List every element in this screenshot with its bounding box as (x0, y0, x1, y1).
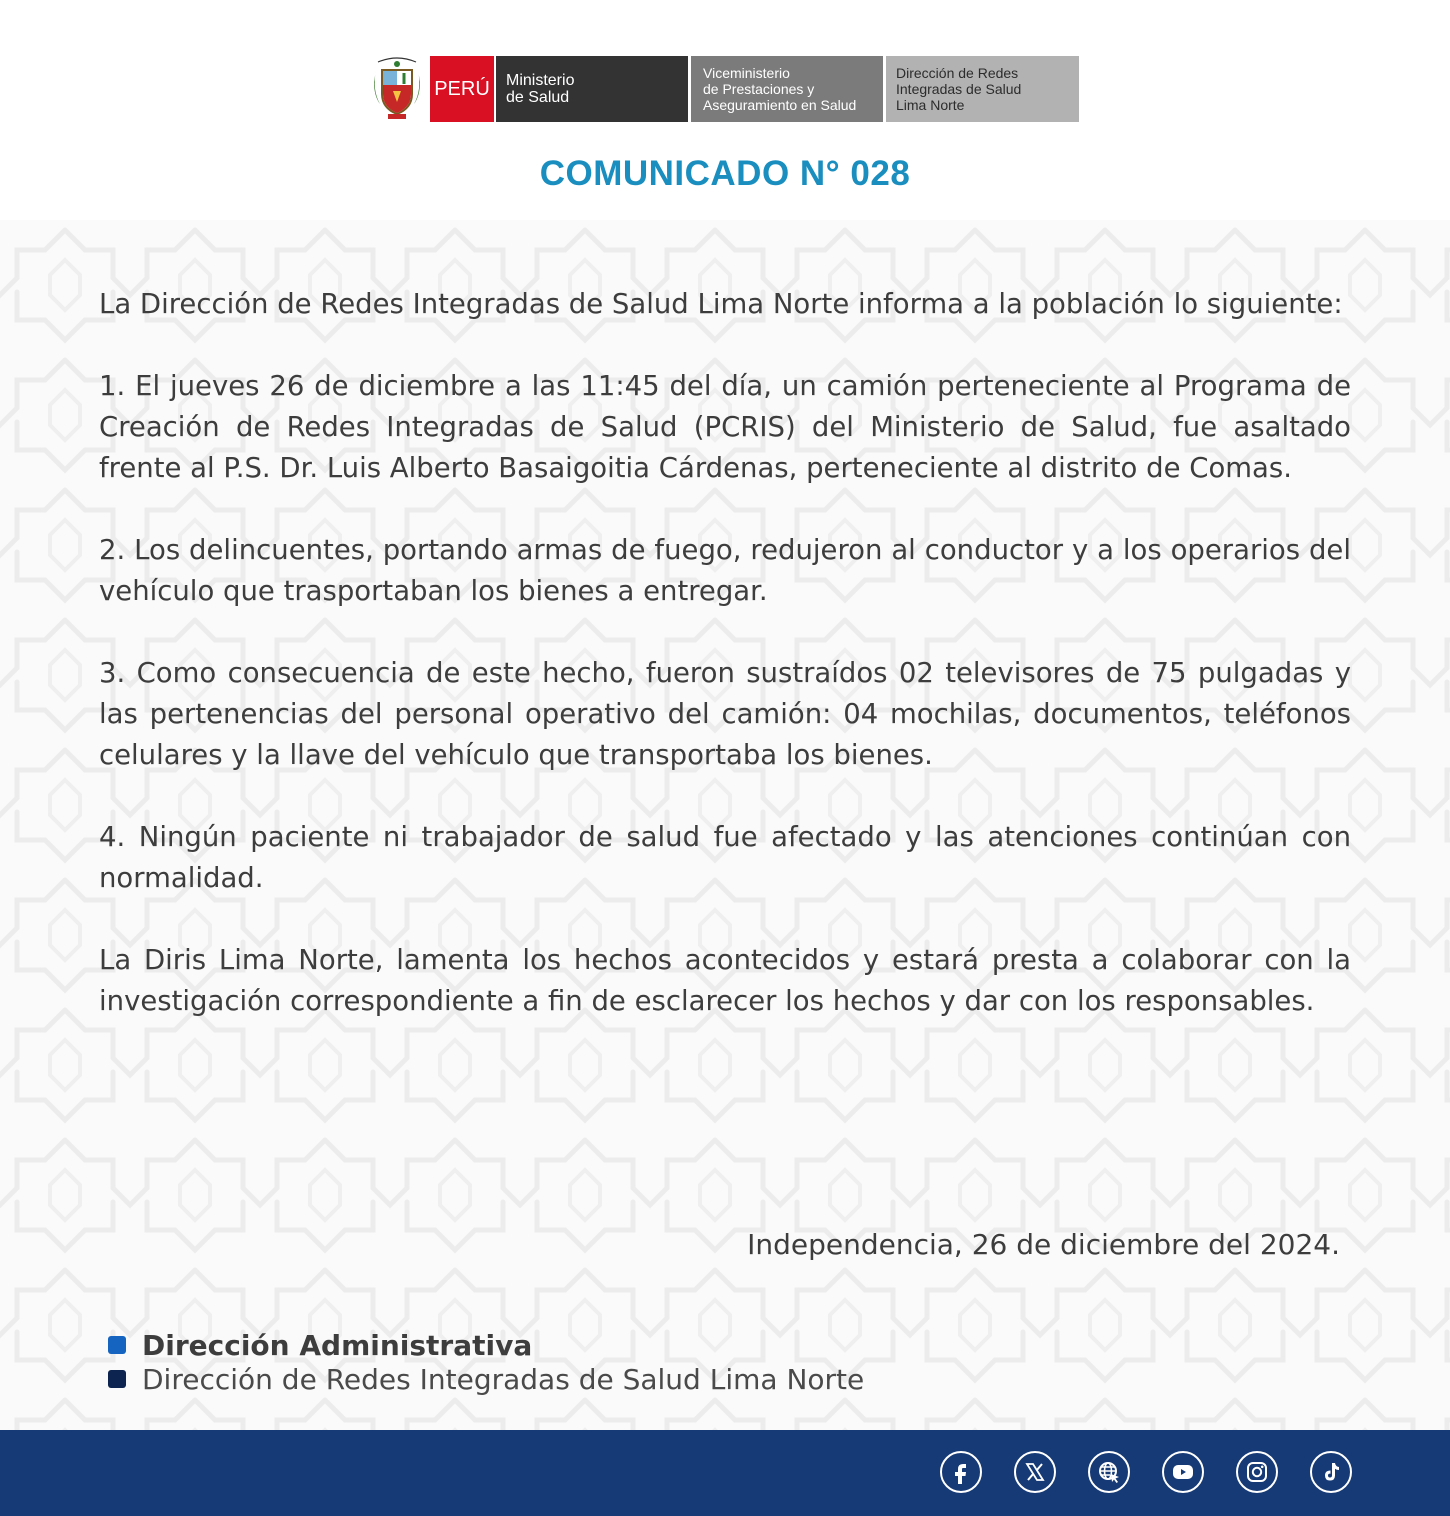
instagram-icon[interactable] (1236, 1451, 1278, 1493)
date-line: Independencia, 26 de diciembre del 2024. (747, 1228, 1340, 1261)
point-2-paragraph: 2. Los delincuentes, portando armas de fuego, redujeron al conductor y a los operarios del vehículo que trasportaban los bienes a entregar. (99, 534, 1351, 607)
ministerio-line1: Ministerio (506, 72, 575, 89)
square-bullet-icon (108, 1370, 126, 1388)
x-icon[interactable] (1014, 1451, 1056, 1493)
facebook-icon[interactable] (940, 1451, 982, 1493)
peru-label: PERÚ (434, 77, 490, 100)
diris-line3: Lima Norte (896, 97, 965, 113)
intro-paragraph: La Dirección de Redes Integradas de Salud Lima Norte informa a la población lo siguiente: (99, 288, 1343, 320)
header (0, 0, 1450, 220)
ministerio-line2: de Salud (506, 89, 570, 106)
signature-row-2 (108, 1362, 864, 1396)
point-4-paragraph: 4. Ningún paciente ni trabajador de salud fue afectado y las atenciones continúan con normalidad. (99, 821, 1351, 894)
page-title: COMUNICADO N° 028 (539, 154, 911, 193)
diris-line2: Integradas de Salud (896, 81, 1022, 97)
youtube-icon[interactable] (1162, 1451, 1204, 1493)
ministerio-badge (494, 56, 688, 122)
footer-bar (0, 1430, 1450, 1516)
signature-block (108, 1328, 864, 1396)
tiktok-icon[interactable] (1310, 1451, 1352, 1493)
square-bullet-icon (108, 1336, 126, 1354)
peru-badge (430, 56, 494, 122)
point-1-paragraph: 1. El jueves 26 de diciembre a las 11:45 del día, un camión perteneciente al Programa de Creación de Redes Integradas de Salud (PCRIS) del Ministerio de Salud, fue asaltado frente al P.S. Dr. Luis Alberto Basaigoitia Cárdenas, perteneciente al distrito de Comas. (99, 370, 1351, 484)
closing-paragraph: La Diris Lima Norte, lamenta los hechos acontecidos y estará presta a colaborar con la investigación correspondiente a fin de esclarecer los hechos y dar con los responsables. (99, 944, 1351, 1017)
signature-line-2: Dirección de Redes Integradas de Salud Lima Norte (142, 1362, 865, 1396)
communique-body (99, 284, 1351, 1022)
point-3-paragraph: 3. Como consecuencia de este hecho, fueron sustraídos 02 televisores de 75 pulgadas y las pertenencias del personal operativo del camión: 04 mochilas, documentos, teléfonos celulares y la llave del vehículo que transportaba los bienes. (99, 657, 1351, 771)
coat-of-arms-icon (368, 56, 426, 122)
signature-line-1: Dirección Administrativa (142, 1328, 533, 1362)
vice-line3: Aseguramiento en Salud (703, 97, 857, 113)
signature-row-1 (108, 1328, 864, 1362)
vice-line1: Viceministerio (703, 65, 790, 81)
government-logo-bar (368, 56, 1079, 122)
web-icon[interactable] (1088, 1451, 1130, 1493)
viceministerio-badge (691, 56, 883, 122)
diris-line1: Dirección de Redes (896, 65, 1019, 81)
vice-line2: de Prestaciones y (703, 81, 815, 97)
diris-badge (886, 56, 1079, 122)
social-links (940, 1451, 1352, 1493)
